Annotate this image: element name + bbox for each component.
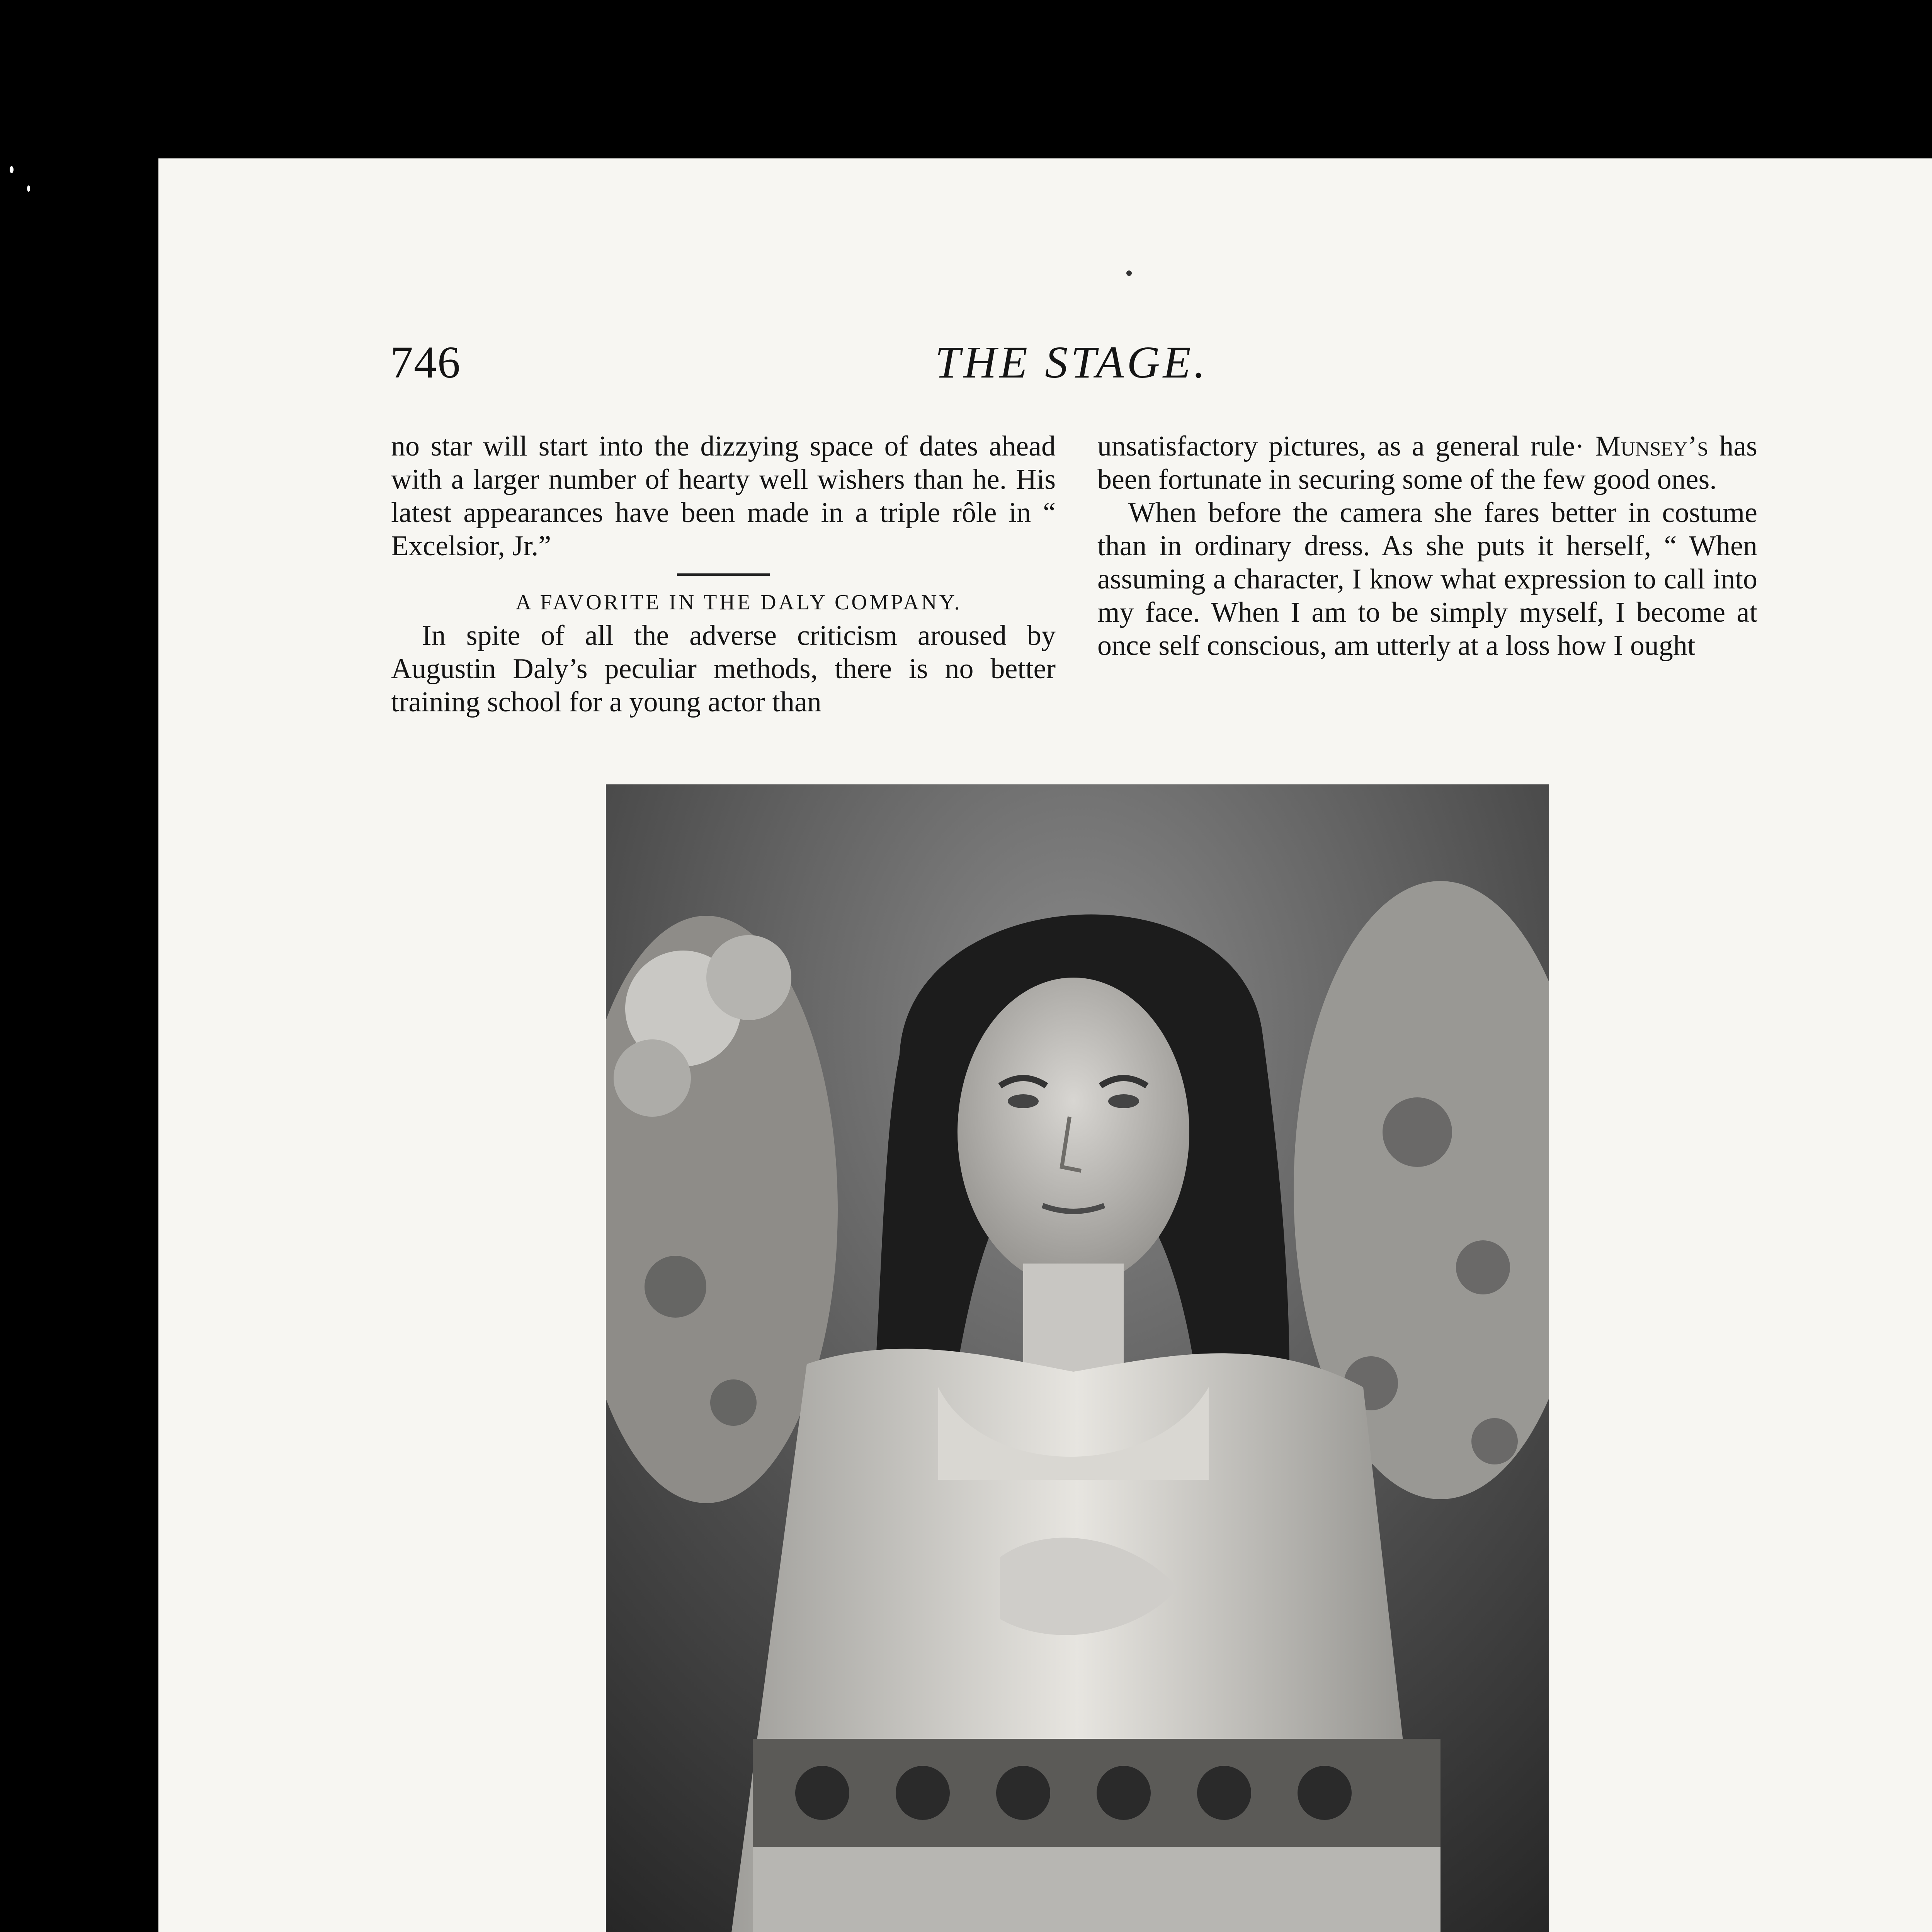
- top-left-column: [391, 430, 1056, 719]
- scan-speck: [1126, 270, 1132, 276]
- section-rule: [677, 573, 770, 576]
- text-run: has been fortunate in securing some of the few good ones.: [1097, 430, 1757, 495]
- text-run: unsatisfactory pictures, as a general rule: [1097, 430, 1575, 462]
- scan-speck: [10, 166, 14, 173]
- portrait-illustration: [606, 784, 1549, 1932]
- paragraph: no star will start into the dizzying space of dates ahead with a larger number of hearty well wishers than he. His latest appearances have been made in a triple rôle in “ Excelsior, Jr.”: [391, 430, 1056, 562]
- running-title: THE STAGE.: [935, 337, 1209, 388]
- top-right-column: [1097, 430, 1757, 662]
- section-heading: A FAVORITE IN THE DALY COMPANY.: [515, 590, 962, 614]
- scan-speck: [27, 185, 30, 192]
- portrait-photo: [606, 784, 1549, 1932]
- paragraph: When before the camera she fares better in costume than in ordinary dress. As she puts it herself, “ When assuming a character, I know what expression to call into my face. When I am to be simply myself, I become at once self conscious, am utterly at a loss how I ought: [1097, 497, 1757, 662]
- paragraph: In spite of all the adverse criticism aroused by Augustin Daly’s peculiar methods, there is no better training school for a young actor than: [391, 620, 1056, 718]
- paragraph: unsatisfactory pictures, as a general rule· Munsey’s has been fortunate in securing some of the few good ones.: [1097, 430, 1757, 495]
- magazine-name: Munsey’s: [1595, 430, 1709, 462]
- page-number: 746: [390, 337, 461, 388]
